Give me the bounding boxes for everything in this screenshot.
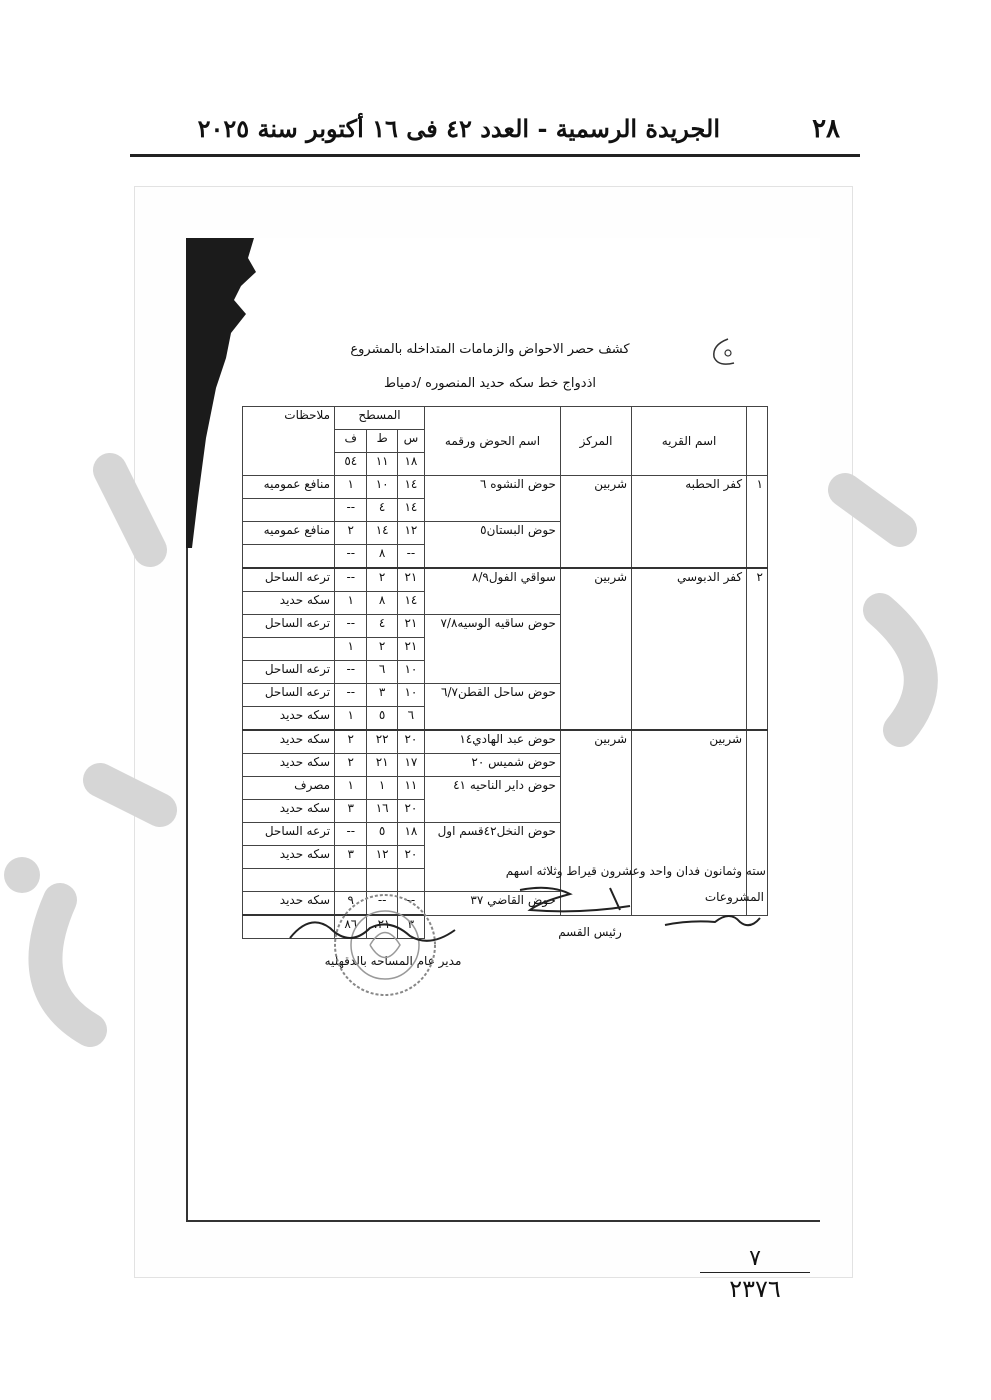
row-f: ٢ (335, 730, 367, 754)
row-s: ١٤ (397, 476, 424, 499)
watermark-stroke (45, 900, 90, 1030)
row-t: ١ (367, 777, 397, 800)
row-f: -- (335, 615, 367, 638)
row-note: ترعه الساحل (243, 568, 335, 592)
col-sahm: س (397, 430, 424, 453)
row-f: ٣ (335, 846, 367, 869)
row-note (243, 499, 335, 522)
row-note: مصرف (243, 777, 335, 800)
row-t: ١٦ (367, 800, 397, 823)
row-f: ٢ (335, 522, 367, 545)
row-s: ٢٠ (397, 800, 424, 823)
page-reference (700, 1246, 810, 1303)
row-s: ١٤ (397, 499, 424, 522)
row-village: كفر الدبوسي (632, 568, 747, 730)
row-f: -- (335, 684, 367, 707)
page-ref-top: ٧ (749, 1246, 761, 1271)
row-t: ٥ (367, 707, 397, 731)
row-t: ٢ (367, 568, 397, 592)
row-note: ترعه الساحل (243, 684, 335, 707)
row-f: ٢ (335, 754, 367, 777)
row-t: ٢٢ (367, 730, 397, 754)
row-basin: حوض القاضي ٣٧ (425, 892, 561, 916)
col-index (747, 407, 768, 476)
header-rule (130, 154, 860, 157)
row-index (747, 730, 768, 915)
col-center: المركز (560, 407, 631, 476)
row-s: ٢١ (397, 638, 424, 661)
row-index: ٢ (747, 568, 768, 730)
row-t: ١٤ (367, 522, 397, 545)
row-note: سكه حديد (243, 846, 335, 869)
document-title: كشف حصر الاحواض والزمامات المتداخله بالمشروع (350, 342, 630, 357)
row-s: ١٠ (397, 661, 424, 684)
row-f: -- (335, 499, 367, 522)
row-note: ترعه الساحل (243, 615, 335, 638)
row-note: سكه حديد (243, 800, 335, 823)
row-note: ترعه الساحل (243, 661, 335, 684)
watermark-stroke (845, 490, 900, 530)
row-basin: حوض النشوه ٦ (425, 476, 561, 522)
row-t: ٣ (367, 684, 397, 707)
row-s: ٦ (397, 707, 424, 731)
total-f: ٨٦ (335, 915, 367, 939)
page-number: ٢٨ (812, 114, 840, 144)
row-s: ٢١ (397, 568, 424, 592)
row-s: ٢٠ (397, 846, 424, 869)
row-t: ٥ (367, 823, 397, 846)
table-row (243, 568, 768, 592)
table-row (243, 730, 768, 754)
row-t: ٢ (367, 638, 397, 661)
row-note: منافع عموميه (243, 522, 335, 545)
watermark-stroke (880, 610, 921, 730)
row-t: ٨ (367, 592, 397, 615)
row-note: منافع عموميه (243, 476, 335, 499)
signature-director (270, 908, 470, 958)
area-total-f: ٥٤ (335, 453, 367, 476)
document-subtitle: اذدواج خط سكه حديد المنصوره /دمياط (384, 376, 596, 391)
row-t: ١٠ (367, 476, 397, 499)
row-t (367, 869, 397, 892)
row-s: ١٠ (397, 684, 424, 707)
row-f: ٩ (335, 892, 367, 916)
row-basin: حوض داير الناحيه ٤١ (425, 777, 561, 823)
row-note (243, 545, 335, 569)
row-s: ١٨ (397, 823, 424, 846)
row-index: ١ (747, 476, 768, 569)
row-f: -- (335, 545, 367, 569)
col-notes: ملاحظات (243, 407, 335, 476)
row-f: -- (335, 823, 367, 846)
row-t: ٤ (367, 615, 397, 638)
row-basin: حوض البستان٥ (425, 522, 561, 569)
row-s: ١٧ (397, 754, 424, 777)
total-s: ٣ (397, 915, 424, 939)
total-t: ٢١. (367, 915, 397, 939)
row-s (397, 869, 424, 892)
signature-department-head (510, 880, 650, 920)
row-note (243, 869, 335, 892)
row-t: -- (367, 892, 397, 916)
row-f: -- (335, 568, 367, 592)
area-total-s: ١٨ (397, 453, 424, 476)
row-basin: حوض ساقيه الوسيه٧/٨ (425, 615, 561, 684)
survey-table (242, 406, 768, 939)
area-total-t: ١١ (367, 453, 397, 476)
row-f: ٣ (335, 800, 367, 823)
row-note (243, 638, 335, 661)
row-basin: سواقي الفول٨/٩ (425, 568, 561, 615)
page-header (130, 108, 860, 148)
row-note: سكه حديد (243, 592, 335, 615)
watermark-dot (4, 857, 40, 893)
row-s: ٢٠ (397, 730, 424, 754)
row-note: سكه حديد (243, 754, 335, 777)
row-note: ترعه الساحل (243, 823, 335, 846)
signature-projects (660, 900, 770, 940)
row-center: شربين (560, 730, 631, 915)
row-t: ٦ (367, 661, 397, 684)
page-ref-bottom: ٢٣٧٦ (700, 1272, 810, 1303)
row-center: شربين (560, 476, 631, 569)
row-f (335, 869, 367, 892)
row-f: ١ (335, 638, 367, 661)
row-s: -- (397, 892, 424, 916)
col-qirat: ط (367, 430, 397, 453)
row-t: ٢١ (367, 754, 397, 777)
row-s: ١٤ (397, 592, 424, 615)
col-village: اسم القريه (632, 407, 747, 476)
row-t: ٨ (367, 545, 397, 569)
table-row (243, 476, 768, 499)
col-basin: اسم الحوض ورقمه (425, 407, 561, 476)
signature-department-head-label: رئيس القسم (558, 925, 622, 939)
col-area: المسطح (335, 407, 425, 430)
signature-projects-label: المشروعات (704, 890, 764, 904)
row-f: ١ (335, 777, 367, 800)
row-s: -- (397, 545, 424, 569)
row-note: سكه حديد (243, 892, 335, 916)
signature-director-label: مدير عام المساحه بالدقهليه (324, 954, 462, 968)
row-f: ١ (335, 707, 367, 731)
row-f: -- (335, 661, 367, 684)
row-note: سكه حديد (243, 707, 335, 731)
row-basin: حوض شميس ٢٠ (425, 754, 561, 777)
col-feddan: ف (335, 430, 367, 453)
row-s: ٢١ (397, 615, 424, 638)
row-basin: حوض ساحل القطن٦/٧ (425, 684, 561, 731)
total-in-words: سته وثمانون فدان واحد وعشرون قيراط وثلاثه اسهم (505, 864, 766, 878)
row-note: سكه حديد (243, 730, 335, 754)
row-center: شربين (560, 568, 631, 730)
row-t: ١٢ (367, 846, 397, 869)
corner-mark-icon (708, 335, 742, 369)
row-village: شربين (632, 730, 747, 915)
row-t: ٤ (367, 499, 397, 522)
row-f: ١ (335, 476, 367, 499)
row-basin: حوض عبد الهادي١٤ (425, 730, 561, 754)
row-basin: حوض النخل٤٢قسم اول (425, 823, 561, 892)
row-f: ١ (335, 592, 367, 615)
row-village: كفر الحطبه (632, 476, 747, 569)
row-s: ١٢ (397, 522, 424, 545)
gazette-title: الجريدة الرسمية - العدد ٤٢ فى ١٦ أكتوبر سنة ٢٠٢٥ (197, 114, 720, 143)
row-s: ١١ (397, 777, 424, 800)
